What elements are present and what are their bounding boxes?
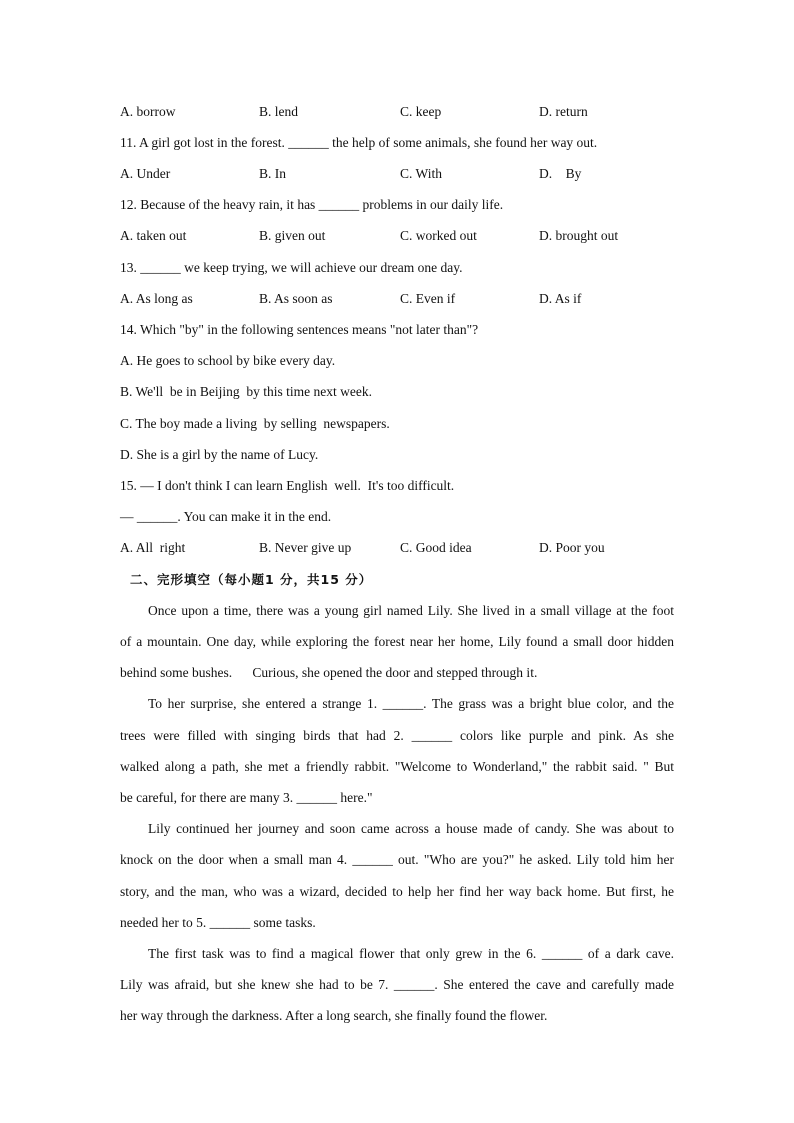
passage-p2-line-4: be careful, for there are many 3. ______ here." — [120, 790, 373, 805]
q12-option-b: B. given out — [259, 228, 326, 243]
q14-option-a: A. He goes to school by bike every day. — [120, 353, 336, 368]
q15-dialogue-line-1: 15. — I don't think I can learn English well. It's too difficult. — [120, 478, 455, 493]
q12-options — [120, 227, 680, 245]
q14-stem: 14. Which "by" in the following sentences means "not later than"? — [120, 322, 479, 337]
section-title-cloze: 二、完形填空（每小题1 分，共15 分） — [130, 572, 373, 587]
q10-options — [120, 103, 680, 121]
q15-dialogue-line-2: — ______. You can make it in the end. — [120, 509, 332, 524]
q10-option-a: A. borrow — [120, 104, 176, 119]
passage-p1-line-1: Once upon a time, there was a young girl named Lily. She lived in a small village at the foot — [148, 603, 674, 618]
passage-p1-line-2: of a mountain. One day, while exploring the forest near her home, Lily found a small door hidden — [120, 634, 674, 649]
q14-option-c: C. The boy made a living by selling newspapers. — [120, 416, 390, 431]
q13-option-b: B. As soon as — [259, 291, 333, 306]
q15-option-b: B. Never give up — [259, 540, 352, 555]
passage-p4-line-1: The first task was to find a magical flower that only grew in the 6. ______ of a dark cave. — [148, 946, 674, 961]
q13-option-d: D. As if — [539, 291, 582, 306]
q10-option-d: D. return — [539, 104, 588, 119]
q12-option-c: C. worked out — [400, 228, 477, 243]
q10-option-c: C. keep — [400, 104, 442, 119]
q11-option-b: B. In — [259, 166, 286, 181]
q13-stem: 13. ______ we keep trying, we will achieve our dream one day. — [120, 260, 463, 275]
q13-option-c: C. Even if — [400, 291, 456, 306]
passage-p3-line-2: knock on the door when a small man 4. ______ out. "Who are you?" he asked. Lily told him her — [120, 852, 674, 867]
q12-stem: 12. Because of the heavy rain, it has ______ problems in our daily life. — [120, 197, 504, 212]
q15-option-d: D. Poor you — [539, 540, 605, 555]
passage-p1-line-3: behind some bushes. Curious, she opened the door and stepped through it. — [120, 665, 538, 680]
q10-option-b: B. lend — [259, 104, 298, 119]
q11-option-d: D. By — [539, 166, 582, 181]
q11-options — [120, 165, 680, 183]
passage-p2-line-2: trees were filled with singing birds that had 2. ______ colors like purple and pink. As she — [120, 728, 674, 743]
q11-stem: 11. A girl got lost in the forest. ______ the help of some animals, she found her way out. — [120, 135, 598, 150]
q11-option-c: C. With — [400, 166, 442, 181]
passage-p3-line-4: needed her to 5. ______ some tasks. — [120, 915, 316, 930]
passage-p2-line-1: To her surprise, she entered a strange 1. ______. The grass was a bright blue color, and the — [148, 696, 674, 711]
passage-p4-line-2: Lily was afraid, but she knew she had to be 7. ______. She entered the cave and carefully made — [120, 977, 674, 992]
q12-option-d: D. brought out — [539, 228, 619, 243]
q13-option-a: A. As long as — [120, 291, 193, 306]
q15-option-a: A. All right — [120, 540, 186, 555]
q14-option-d: D. She is a girl by the name of Lucy. — [120, 447, 319, 462]
q12-option-a: A. taken out — [120, 228, 187, 243]
q15-options — [120, 539, 680, 557]
q13-options — [120, 290, 680, 308]
passage-p4-line-3: her way through the darkness. After a long search, she finally found the flower. — [120, 1008, 548, 1023]
passage-p2-line-3: walked along a path, she met a friendly rabbit. "Welcome to Wonderland," the rabbit said. " But — [120, 759, 674, 774]
q14-option-b: B. We'll be in Beijing by this time next week. — [120, 384, 372, 399]
passage-p3-line-1: Lily continued her journey and soon came across a house made of candy. She was about to — [148, 821, 674, 836]
q11-option-a: A. Under — [120, 166, 171, 181]
q15-option-c: C. Good idea — [400, 540, 472, 555]
passage-p3-line-3: story, and the man, who was a wizard, decided to help her find her way back home. But first, he — [120, 884, 674, 899]
